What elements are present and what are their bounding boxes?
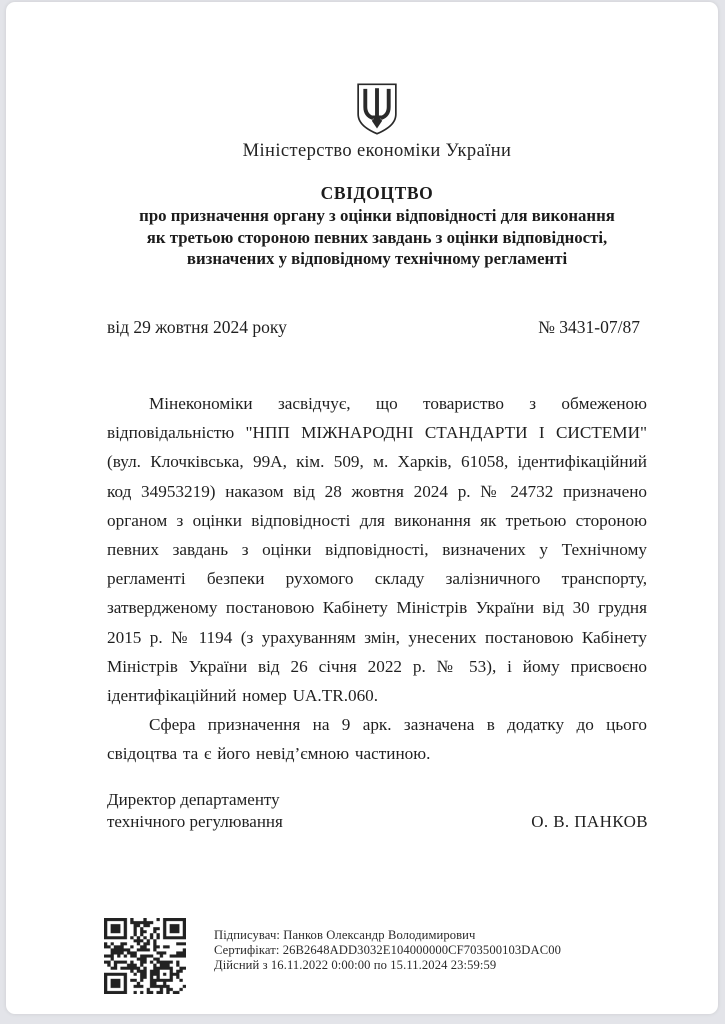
document-header	[107, 83, 647, 162]
esign-validity: Дійсний з 16.11.2022 0:00:00 по 15.11.2024 23:59:59	[214, 958, 497, 973]
issue-date: від 29 жовтня 2024 року	[107, 317, 287, 337]
body-paragraph-2: Сфера призначення на 9 арк. зазначена в додатку до цього свідоцтва та є його невід’ємною частиною.	[107, 715, 647, 764]
certificate-subtitle-line-1: про призначення органу з оцінки відповідності для виконання	[139, 206, 615, 225]
esign-details	[214, 928, 561, 974]
certificate-body	[107, 389, 647, 769]
certificate-number: № 3431-07/87	[538, 317, 640, 337]
certificate-subtitle-line-3: визначених у відповідному технічному регламенті	[186, 249, 568, 268]
signature-row	[107, 789, 648, 833]
signatory-position	[107, 789, 283, 833]
certificate-title: СВІДОЦТВО	[320, 183, 434, 203]
ministry-name: Міністерство економіки України	[242, 141, 512, 161]
signatory-position-line-2: технічного регулювання	[107, 812, 283, 831]
esign-certificate: Сертифікат: 26B2648ADD3032E104000000CF703500103DAC00	[214, 943, 561, 958]
certificate-title-block	[107, 181, 647, 270]
body-paragraph-1: Мінекономіки засвідчує, що товариство з обмеженою відповідальністю "НПП МІЖНАРОДНІ СТАНДАРТИ І СИСТЕМИ" (вул. Клочківська, 99А, кім. 509, м. Харків, 61058, ідентифікаційний код 34953219) наказом від 28 жовтня 2024 р. № 24732 призначено органом з оцінки відповідності для виконання як третьою стороною певних завдань з оцінки відповідності, визначених у Технічному регламенті безпеки рухомого складу залізничного транспорту, затвердженому постановою Кабінету Міністрів України від 30 грудня 2015 р. № 1194 (з урахуванням змін, унесених постановою Кабінету Міністрів України від 26 січня 2022 р. № 53), і йому присвоєно ідентифікаційний номер UA.TR.060.	[107, 394, 647, 706]
ukraine-trident-icon	[352, 83, 402, 135]
esign-stamp	[104, 916, 624, 994]
qr-code	[104, 918, 186, 994]
signatory-name: О. В. ПАНКОВ	[531, 812, 648, 831]
esign-signer: Підписувач: Панков Олександр Володимирович	[214, 928, 476, 942]
signatory-position-line-1: Директор департаменту	[107, 790, 280, 809]
certificate-subtitle-line-2: як третьою стороною певних завдань з оцінки відповідності,	[146, 227, 608, 247]
meta-row	[107, 317, 640, 338]
